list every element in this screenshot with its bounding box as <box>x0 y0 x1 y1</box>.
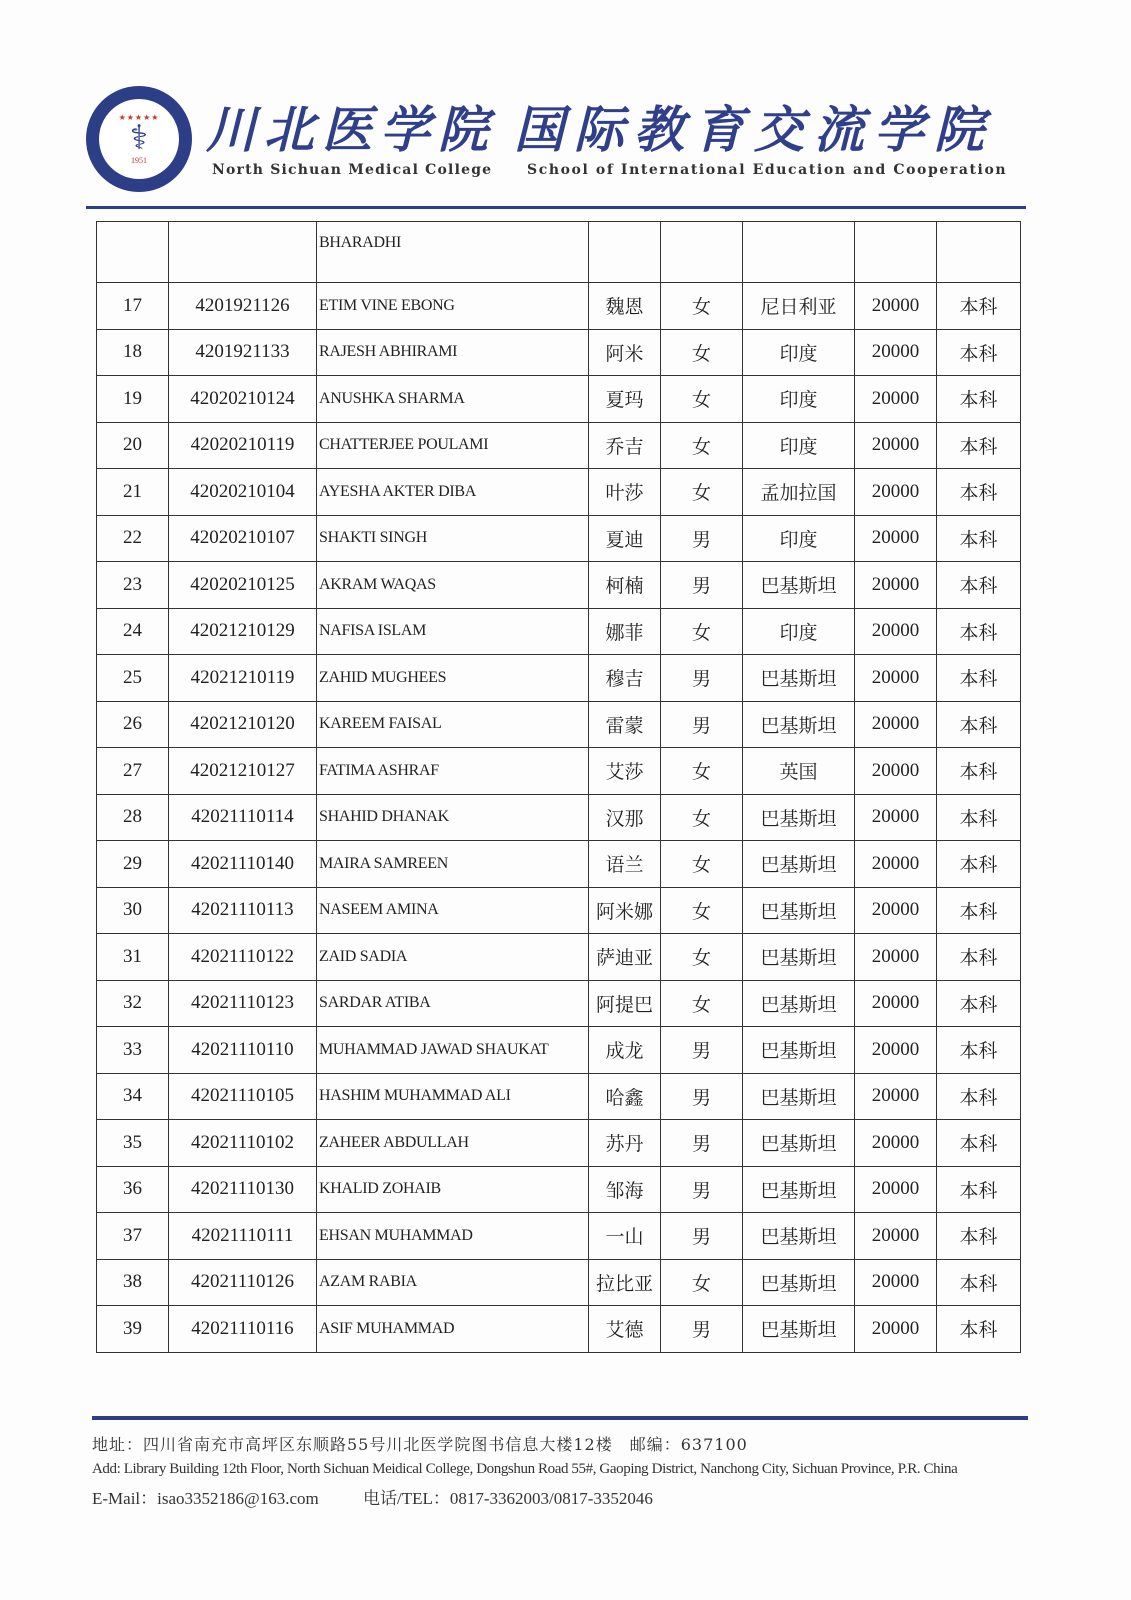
cell-country: 巴基斯坦 <box>743 655 855 702</box>
table-row <box>97 934 1021 981</box>
cell-id: 42021210129 <box>169 608 317 655</box>
cell-no: 34 <box>97 1073 169 1120</box>
table-row <box>97 1073 1021 1120</box>
cell-no: 17 <box>97 283 169 330</box>
cell-name: ZAID SADIA <box>317 934 589 981</box>
cell-country: 巴基斯坦 <box>743 1166 855 1213</box>
cell-gender: 男 <box>661 655 743 702</box>
cell-name: KHALID ZOHAIB <box>317 1166 589 1213</box>
cell-country: 尼日利亚 <box>743 283 855 330</box>
cell-fee: 20000 <box>855 887 937 934</box>
table-row-continued <box>97 222 1021 283</box>
cell-gender: 男 <box>661 1166 743 1213</box>
cell-name: CHATTERJEE POULAMI <box>317 422 589 469</box>
cell-fee: 20000 <box>855 376 937 423</box>
cell-level: 本科 <box>937 1166 1021 1213</box>
cell-no: 33 <box>97 1027 169 1074</box>
cell-cn-name: 雷蒙 <box>589 701 661 748</box>
cell-fee: 20000 <box>855 329 937 376</box>
cell-cn-name: 叶莎 <box>589 469 661 516</box>
cell-country: 印度 <box>743 515 855 562</box>
cell-level: 本科 <box>937 701 1021 748</box>
address-en: Add: Library Building 12th Floor, North Sichuan Meidical College, Dongshun Road 55#, Gaoping District, Nanchong City, Sichuan Province, P.R. China <box>92 1461 958 1477</box>
table-row <box>97 1259 1021 1306</box>
cell-id: 42021110116 <box>169 1306 317 1353</box>
cell-level: 本科 <box>937 422 1021 469</box>
table-row <box>97 701 1021 748</box>
cell-level: 本科 <box>937 608 1021 655</box>
table-row <box>97 655 1021 702</box>
logo-inner <box>99 99 179 179</box>
cell-level: 本科 <box>937 1306 1021 1353</box>
cell-country: 印度 <box>743 422 855 469</box>
school-name-en: School of International Education and Cooperation <box>527 162 1008 178</box>
cell-level: 本科 <box>937 562 1021 609</box>
cell-id: 42021110123 <box>169 980 317 1027</box>
cell-id <box>169 222 317 283</box>
table-row <box>97 469 1021 516</box>
cell-country: 巴基斯坦 <box>743 1306 855 1353</box>
cell-no: 26 <box>97 701 169 748</box>
caduceus-icon: ⚕ <box>129 120 149 157</box>
cell-gender: 女 <box>661 329 743 376</box>
cell-name: SHAKTI SINGH <box>317 515 589 562</box>
cell-level: 本科 <box>937 887 1021 934</box>
cell-fee: 20000 <box>855 701 937 748</box>
cell-level: 本科 <box>937 283 1021 330</box>
cell-level: 本科 <box>937 329 1021 376</box>
cell-gender: 女 <box>661 376 743 423</box>
table-row <box>97 887 1021 934</box>
cell-gender: 女 <box>661 841 743 888</box>
contact-line <box>92 1484 1052 1509</box>
cell-country: 印度 <box>743 329 855 376</box>
table-row <box>97 515 1021 562</box>
table-row <box>97 841 1021 888</box>
cell-no: 38 <box>97 1259 169 1306</box>
table-row <box>97 283 1021 330</box>
cell-no: 31 <box>97 934 169 981</box>
cell-gender: 女 <box>661 469 743 516</box>
table-row <box>97 1166 1021 1213</box>
cell-fee: 20000 <box>855 934 937 981</box>
cell-gender: 男 <box>661 1306 743 1353</box>
cell-id: 4201921126 <box>169 283 317 330</box>
email: E-Mail：isao3352186@163.com <box>92 1489 319 1508</box>
cell-country <box>743 222 855 283</box>
cell-level <box>937 222 1021 283</box>
cell-cn-name: 邹海 <box>589 1166 661 1213</box>
cell-gender: 男 <box>661 562 743 609</box>
cell-no: 29 <box>97 841 169 888</box>
cell-no: 22 <box>97 515 169 562</box>
cell-no <box>97 222 169 283</box>
table-row <box>97 794 1021 841</box>
cell-cn-name: 哈鑫 <box>589 1073 661 1120</box>
cell-gender: 男 <box>661 1073 743 1120</box>
cell-name: NAFISA ISLAM <box>317 608 589 655</box>
cell-level: 本科 <box>937 376 1021 423</box>
cell-id: 42020210124 <box>169 376 317 423</box>
cell-level: 本科 <box>937 794 1021 841</box>
cell-country: 巴基斯坦 <box>743 980 855 1027</box>
cell-level: 本科 <box>937 934 1021 981</box>
student-roster-table <box>96 221 1021 1353</box>
cell-cn-name: 阿米娜 <box>589 887 661 934</box>
cell-id: 42020210107 <box>169 515 317 562</box>
cell-fee: 20000 <box>855 283 937 330</box>
cell-no: 19 <box>97 376 169 423</box>
cell-no: 39 <box>97 1306 169 1353</box>
cell-fee: 20000 <box>855 562 937 609</box>
cell-level: 本科 <box>937 469 1021 516</box>
cell-id: 42020210104 <box>169 469 317 516</box>
cell-gender: 男 <box>661 515 743 562</box>
cell-name: AKRAM WAQAS <box>317 562 589 609</box>
table-row <box>97 562 1021 609</box>
cell-name: NASEEM AMINA <box>317 887 589 934</box>
cell-name: ETIM VINE EBONG <box>317 283 589 330</box>
cell-fee: 20000 <box>855 608 937 655</box>
cell-level: 本科 <box>937 1073 1021 1120</box>
cell-country: 巴基斯坦 <box>743 887 855 934</box>
cell-fee: 20000 <box>855 1166 937 1213</box>
cell-no: 23 <box>97 562 169 609</box>
cell-name: AZAM RABIA <box>317 1259 589 1306</box>
cell-id: 42021110114 <box>169 794 317 841</box>
cell-name: SHAHID DHANAK <box>317 794 589 841</box>
cell-id: 42021210127 <box>169 748 317 795</box>
cell-cn-name: 萨迪亚 <box>589 934 661 981</box>
cell-id: 42021210120 <box>169 701 317 748</box>
cell-name: ASIF MUHAMMAD <box>317 1306 589 1353</box>
cell-id: 42021110126 <box>169 1259 317 1306</box>
cell-gender: 女 <box>661 934 743 981</box>
cell-gender: 女 <box>661 980 743 1027</box>
table-row <box>97 1027 1021 1074</box>
cell-name: SARDAR ATIBA <box>317 980 589 1027</box>
cell-country: 巴基斯坦 <box>743 794 855 841</box>
cell-cn-name: 成龙 <box>589 1027 661 1074</box>
cell-fee: 20000 <box>855 1259 937 1306</box>
cell-no: 21 <box>97 469 169 516</box>
cell-fee: 20000 <box>855 841 937 888</box>
cell-name: ZAHEER ABDULLAH <box>317 1120 589 1167</box>
cell-name: HASHIM MUHAMMAD ALI <box>317 1073 589 1120</box>
cell-country: 巴基斯坦 <box>743 1213 855 1260</box>
cell-fee: 20000 <box>855 422 937 469</box>
cell-gender <box>661 222 743 283</box>
cell-cn-name: 阿米 <box>589 329 661 376</box>
cell-name: FATIMA ASHRAF <box>317 748 589 795</box>
cell-cn-name: 柯楠 <box>589 562 661 609</box>
cell-id: 42021110105 <box>169 1073 317 1120</box>
cell-fee: 20000 <box>855 1120 937 1167</box>
cell-id: 42021110111 <box>169 1213 317 1260</box>
cell-cn-name: 魏恩 <box>589 283 661 330</box>
cell-fee: 20000 <box>855 748 937 795</box>
cell-name: MAIRA SAMREEN <box>317 841 589 888</box>
cell-id: 42021110122 <box>169 934 317 981</box>
cell-id: 42020210125 <box>169 562 317 609</box>
cell-fee: 20000 <box>855 980 937 1027</box>
cell-country: 巴基斯坦 <box>743 562 855 609</box>
cell-gender: 女 <box>661 608 743 655</box>
address-cn: 地址：四川省南充市高坪区东顺路55号川北医学院图书信息大楼12楼 邮编：637100 <box>92 1435 748 1454</box>
cell-no: 37 <box>97 1213 169 1260</box>
table-row <box>97 329 1021 376</box>
cell-country: 巴基斯坦 <box>743 1120 855 1167</box>
cell-cn-name: 穆吉 <box>589 655 661 702</box>
cell-no: 25 <box>97 655 169 702</box>
cell-name: ANUSHKA SHARMA <box>317 376 589 423</box>
table-row <box>97 1213 1021 1260</box>
cell-gender: 女 <box>661 748 743 795</box>
cell-level: 本科 <box>937 980 1021 1027</box>
cell-country: 印度 <box>743 608 855 655</box>
table-row <box>97 980 1021 1027</box>
table-row <box>97 1120 1021 1167</box>
cell-country: 巴基斯坦 <box>743 701 855 748</box>
cell-gender: 男 <box>661 1120 743 1167</box>
school-name-cn: 国际教育交流学院 <box>514 100 994 159</box>
table-row <box>97 1306 1021 1353</box>
cell-country: 孟加拉国 <box>743 469 855 516</box>
table-row <box>97 376 1021 423</box>
cell-gender: 女 <box>661 794 743 841</box>
cell-no: 28 <box>97 794 169 841</box>
cell-gender: 女 <box>661 283 743 330</box>
college-name-cn: 川北医学院 <box>206 100 496 159</box>
cell-cn-name: 夏玛 <box>589 376 661 423</box>
cell-level: 本科 <box>937 1259 1021 1306</box>
cell-id: 42021110113 <box>169 887 317 934</box>
cell-id: 42021110140 <box>169 841 317 888</box>
cell-id: 42021210119 <box>169 655 317 702</box>
cell-fee: 20000 <box>855 1027 937 1074</box>
telephone: 电话/TEL：0817-3362003/0817-3352046 <box>362 1489 653 1508</box>
cell-cn-name: 夏迪 <box>589 515 661 562</box>
cell-fee: 20000 <box>855 1073 937 1120</box>
cell-cn-name: 拉比亚 <box>589 1259 661 1306</box>
cell-fee: 20000 <box>855 794 937 841</box>
cell-level: 本科 <box>937 748 1021 795</box>
logo-stars: ★★★★★ <box>118 113 160 122</box>
cell-country: 巴基斯坦 <box>743 1027 855 1074</box>
cell-cn-name: 一山 <box>589 1213 661 1260</box>
cell-fee: 20000 <box>855 515 937 562</box>
cell-country: 巴基斯坦 <box>743 1073 855 1120</box>
cell-gender: 女 <box>661 422 743 469</box>
cell-gender: 男 <box>661 1213 743 1260</box>
cell-no: 30 <box>97 887 169 934</box>
cell-level: 本科 <box>937 1120 1021 1167</box>
footer-divider <box>92 1416 1028 1420</box>
cell-cn-name <box>589 222 661 283</box>
cell-id: 42021110102 <box>169 1120 317 1167</box>
cell-name: MUHAMMAD JAWAD SHAUKAT <box>317 1027 589 1074</box>
cell-no: 35 <box>97 1120 169 1167</box>
table-row <box>97 608 1021 655</box>
cell-cn-name: 艾莎 <box>589 748 661 795</box>
cell-gender: 男 <box>661 701 743 748</box>
letterhead <box>86 86 1046 196</box>
cell-country: 印度 <box>743 376 855 423</box>
cell-cn-name: 艾德 <box>589 1306 661 1353</box>
cell-no: 20 <box>97 422 169 469</box>
cell-no: 27 <box>97 748 169 795</box>
cell-id: 42021110130 <box>169 1166 317 1213</box>
cell-country: 巴基斯坦 <box>743 1259 855 1306</box>
cell-name: BHARADHI <box>317 222 589 283</box>
cell-cn-name: 语兰 <box>589 841 661 888</box>
table-row <box>97 748 1021 795</box>
footer <box>92 1432 1052 1509</box>
cell-no: 24 <box>97 608 169 655</box>
cell-fee: 20000 <box>855 469 937 516</box>
cell-name: AYESHA AKTER DIBA <box>317 469 589 516</box>
cell-fee <box>855 222 937 283</box>
cell-no: 18 <box>97 329 169 376</box>
cell-level: 本科 <box>937 1213 1021 1260</box>
cell-name: KAREEM FAISAL <box>317 701 589 748</box>
cell-fee: 20000 <box>855 1306 937 1353</box>
cell-id: 4201921133 <box>169 329 317 376</box>
table-row <box>97 422 1021 469</box>
cell-cn-name: 汉那 <box>589 794 661 841</box>
cell-name: RAJESH ABHIRAMI <box>317 329 589 376</box>
college-name-en: North Sichuan Medical College <box>212 162 493 178</box>
cell-no: 36 <box>97 1166 169 1213</box>
cell-fee: 20000 <box>855 1213 937 1260</box>
cell-level: 本科 <box>937 515 1021 562</box>
cell-level: 本科 <box>937 841 1021 888</box>
cell-name: EHSAN MUHAMMAD <box>317 1213 589 1260</box>
cell-fee: 20000 <box>855 655 937 702</box>
cell-cn-name: 娜菲 <box>589 608 661 655</box>
cell-gender: 女 <box>661 1259 743 1306</box>
cell-country: 巴基斯坦 <box>743 841 855 888</box>
cell-cn-name: 阿提巴 <box>589 980 661 1027</box>
cell-no: 32 <box>97 980 169 1027</box>
cell-level: 本科 <box>937 1027 1021 1074</box>
cell-gender: 女 <box>661 887 743 934</box>
cell-country: 英国 <box>743 748 855 795</box>
college-logo-icon <box>86 86 192 192</box>
cell-id: 42020210119 <box>169 422 317 469</box>
header-divider <box>86 206 1026 209</box>
cell-country: 巴基斯坦 <box>743 934 855 981</box>
cell-gender: 男 <box>661 1027 743 1074</box>
logo-year: 1951 <box>131 156 147 165</box>
cell-name: ZAHID MUGHEES <box>317 655 589 702</box>
cell-cn-name: 乔吉 <box>589 422 661 469</box>
cell-level: 本科 <box>937 655 1021 702</box>
cell-cn-name: 苏丹 <box>589 1120 661 1167</box>
cell-id: 42021110110 <box>169 1027 317 1074</box>
